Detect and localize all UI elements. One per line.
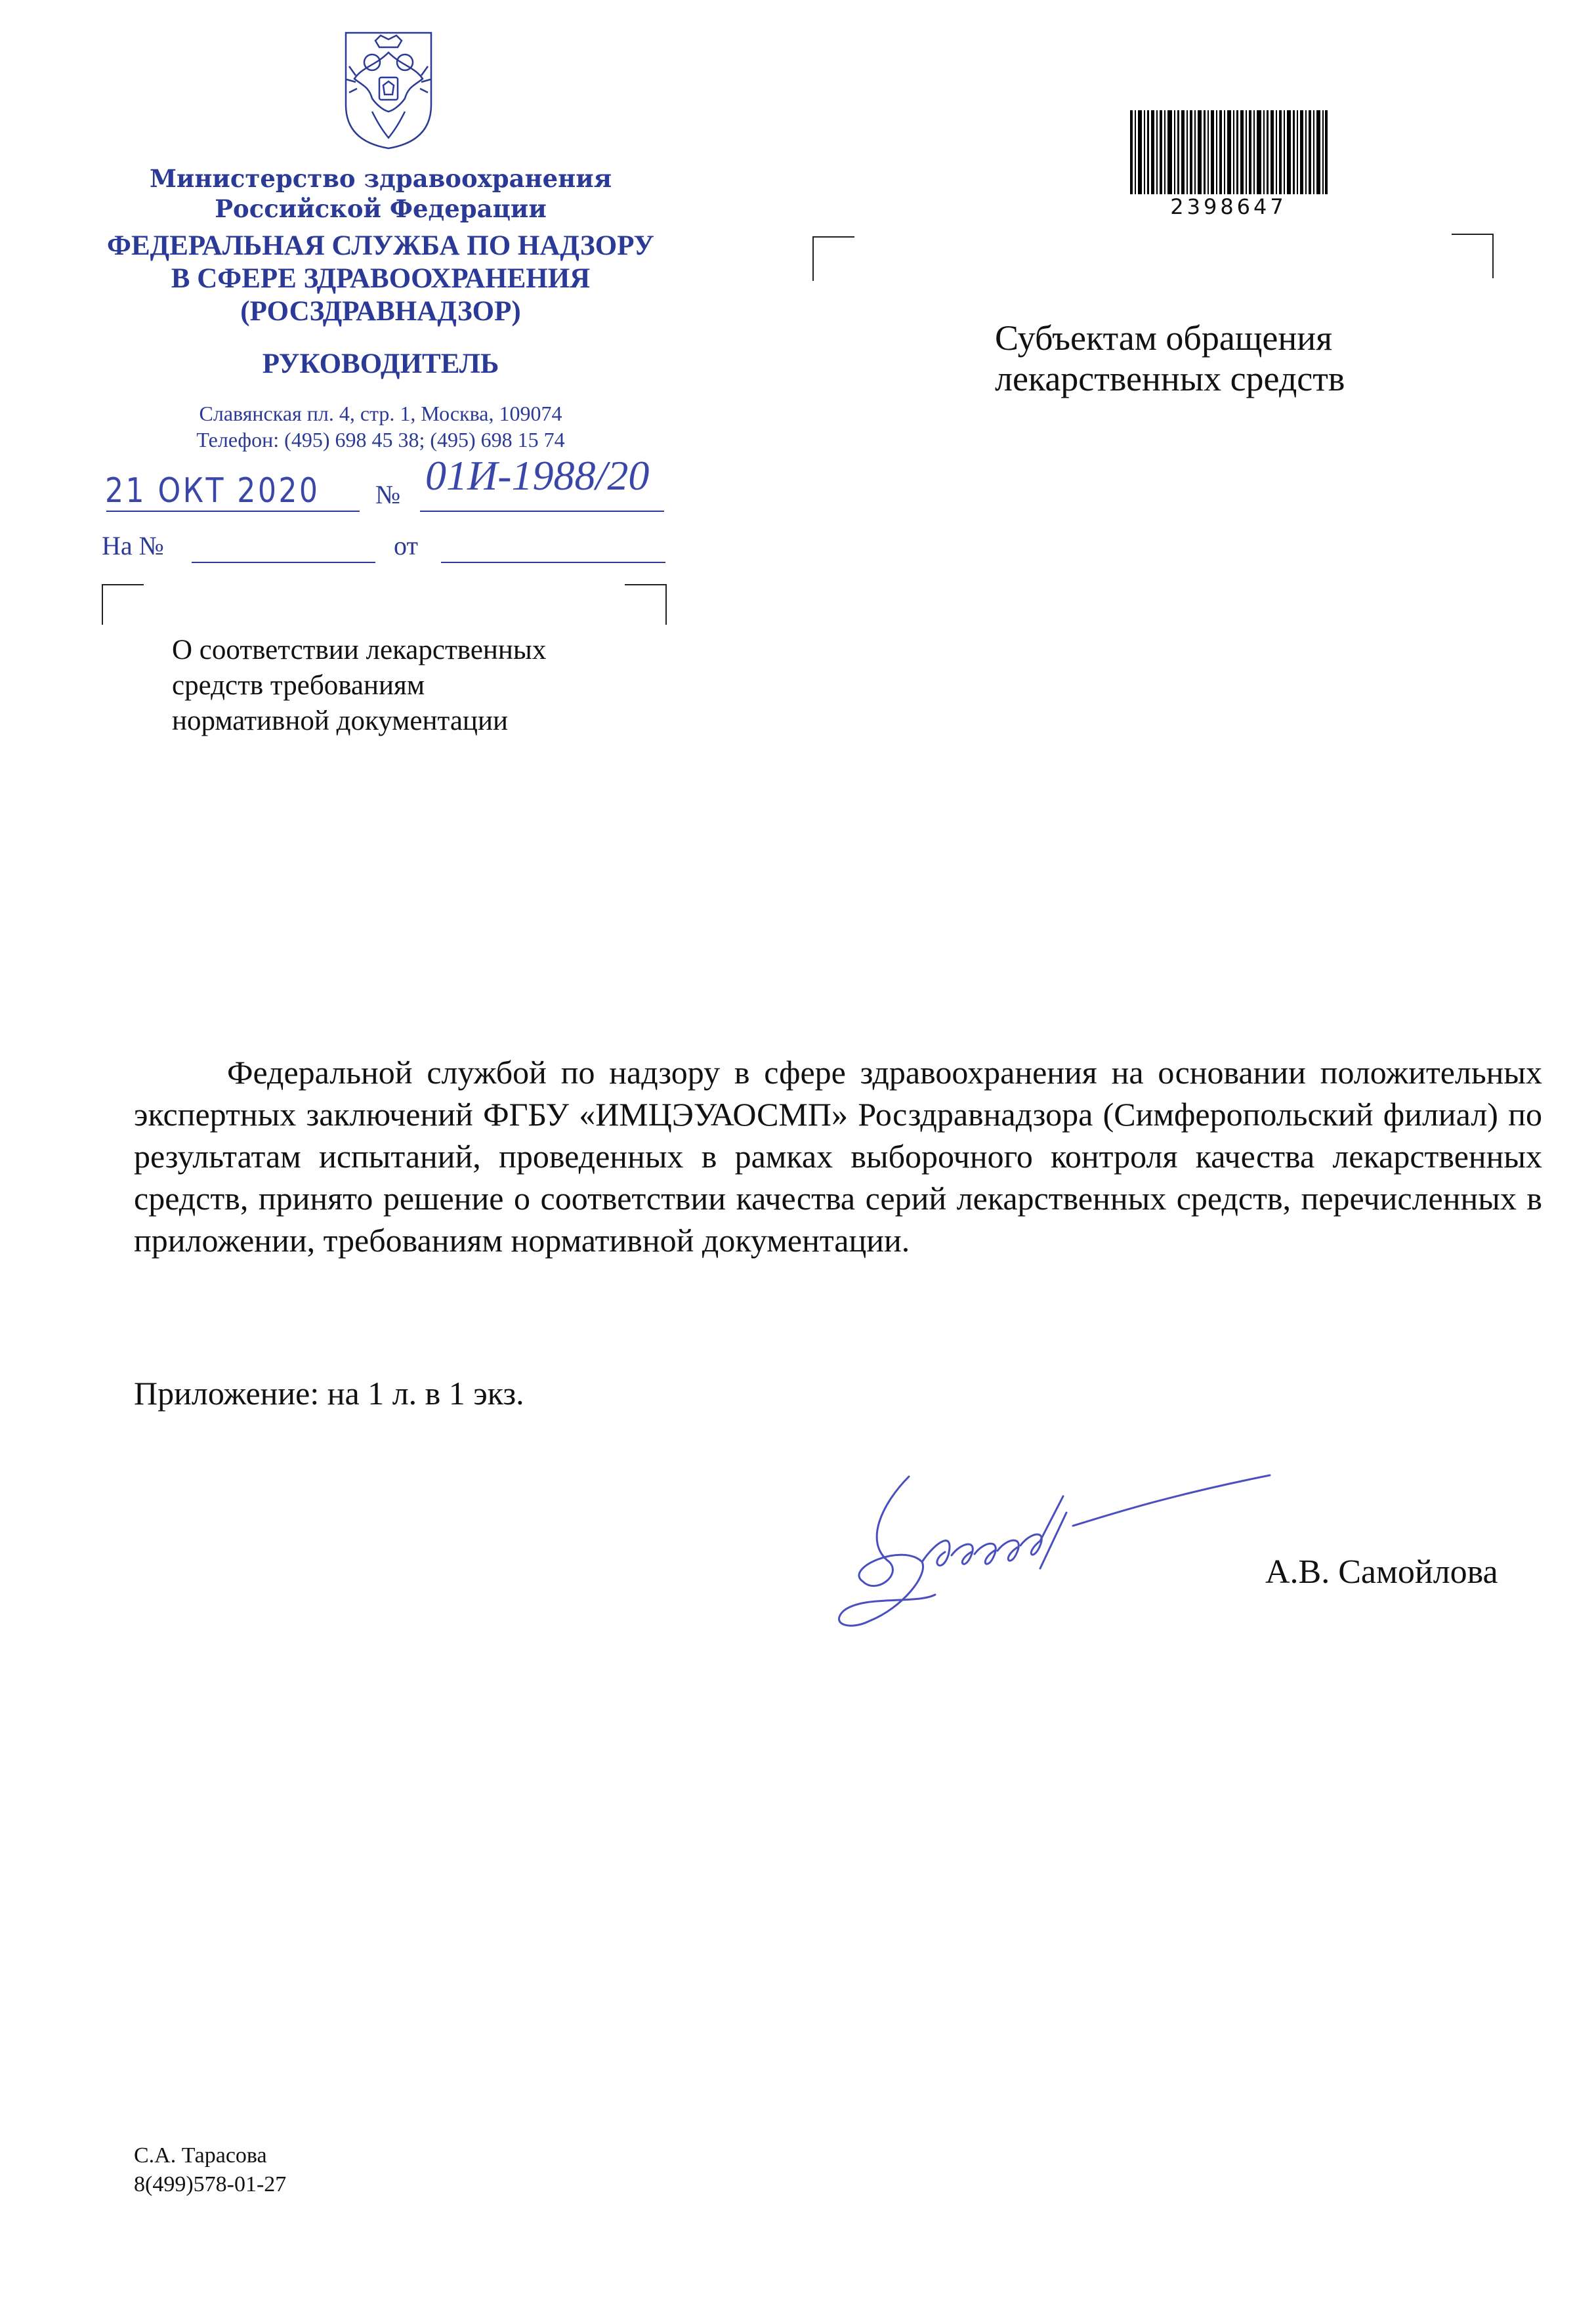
registration-date-stamp: 21 ОКТ 2020 xyxy=(105,471,320,511)
registration-date-underline xyxy=(106,511,360,512)
registration-number-underline xyxy=(420,511,664,512)
service-name-line2: В СФЕРЕ ЗДРАВООХРАНЕНИЯ xyxy=(171,263,591,294)
handwritten-signature xyxy=(824,1463,1283,1654)
registration-number-label: № xyxy=(375,480,401,509)
service-name-line1: ФЕДЕРАЛЬНАЯ СЛУЖБА ПО НАДЗОРУ xyxy=(107,230,654,261)
subject-bracket-right xyxy=(625,584,667,625)
signer-name: А.В. Самойлова xyxy=(1265,1553,1498,1591)
ministry-name-line1: Министерство здравоохранения xyxy=(149,164,612,193)
executor-name: С.А. Тарасова xyxy=(134,2143,267,2168)
reference-number-label: На № xyxy=(102,531,164,560)
addressee-line1: Субъектам обращения xyxy=(995,318,1333,358)
service-name-line3: (РОСЗДРАВНАДЗОР) xyxy=(240,296,521,327)
subject-line3: нормативной документации xyxy=(172,705,508,736)
head-title: РУКОВОДИТЕЛЬ xyxy=(262,348,499,379)
subject-line1: О соответствии лекарственных xyxy=(172,635,547,665)
subject-line2: средств требованиям xyxy=(172,670,425,701)
phone: Телефон: (495) 698 45 38; (495) 698 15 74 xyxy=(196,428,565,452)
barcode-number: 2398647 xyxy=(1170,194,1287,219)
subject xyxy=(172,633,546,739)
address: Славянская пл. 4, стр. 1, Москва, 109074 xyxy=(199,402,562,425)
body-paragraph: Федеральной службой по надзору в сфере здравоохранения на основании положительных экспертных заключений ФГБУ «ИМЦЭУАОСМП» Росздравнадзора (Симферопольский филиал) по результатам испытаний, проведенных в рамках выборочного контроля качества лекарственных средств, принято решение о соответствии качества серий лекарственных средств, перечисленных в приложении, требованиям нормативной документации. xyxy=(134,1054,1542,1259)
registration-number-handwritten: 01И-1988/20 xyxy=(425,452,650,499)
reference-number-underline xyxy=(192,562,375,563)
ministry-name-line2: Российской Федерации xyxy=(215,194,547,223)
addressee xyxy=(995,318,1345,399)
russian-coat-of-arms-icon xyxy=(336,26,441,151)
subject-bracket-left xyxy=(102,584,144,625)
executor-phone: 8(499)578-01-27 xyxy=(134,2172,287,2196)
addressee-bracket-right xyxy=(1452,234,1494,278)
attachment-note: Приложение: на 1 л. в 1 экз. xyxy=(134,1375,524,1412)
barcode xyxy=(1129,110,1328,198)
reference-date-label: от xyxy=(394,531,418,560)
reference-date-underline xyxy=(441,562,665,563)
addressee-line2: лекарственных средств xyxy=(995,359,1345,398)
addressee-bracket-left xyxy=(812,236,854,281)
